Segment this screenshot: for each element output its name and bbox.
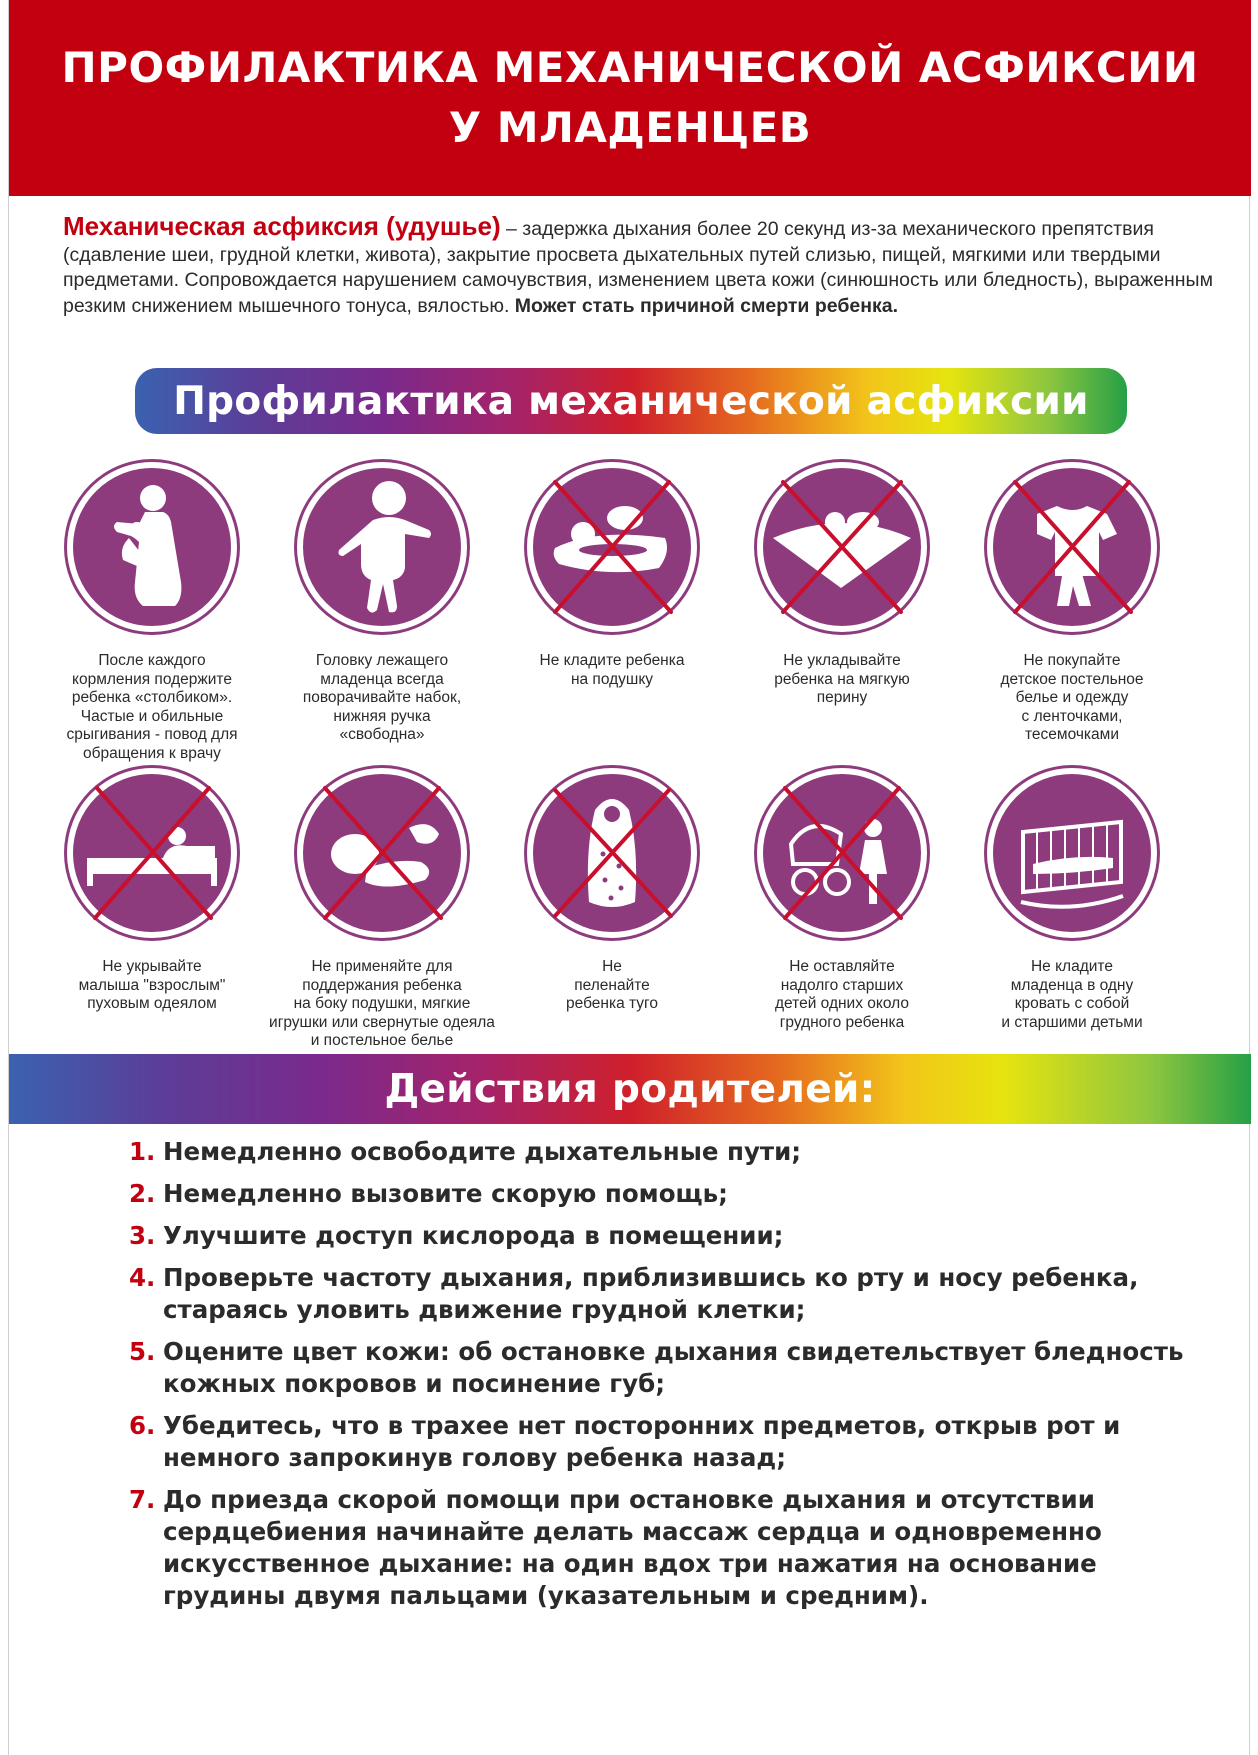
step-text: Проверьте частоту дыхания, приблизившись ко рту и носу ребенка, стараясь уловить движение грудной клетки; bbox=[163, 1263, 1139, 1324]
step-number: 6. bbox=[129, 1411, 156, 1440]
prevention-item-7 bbox=[257, 768, 507, 1051]
prevention-caption: Головку лежащего младенца всегда поворачивайте набок, нижняя ручка «свободна» bbox=[302, 652, 462, 744]
definition-paragraph bbox=[63, 211, 1223, 319]
prevention-item-5 bbox=[947, 462, 1197, 745]
action-step bbox=[129, 1262, 1239, 1326]
prevention-item-9 bbox=[717, 768, 967, 1032]
step-text: Немедленно освободите дыхательные пути; bbox=[163, 1137, 802, 1166]
baby-figure-icon bbox=[297, 462, 467, 632]
actions-heading-banner bbox=[9, 1054, 1251, 1124]
baby-crib-icon bbox=[987, 768, 1157, 938]
prevention-caption: Не пеленайте ребенка туго bbox=[566, 958, 658, 1013]
action-step bbox=[129, 1220, 1239, 1252]
baby-on-feather-bed-icon bbox=[757, 462, 927, 632]
prevention-caption: После каждого кормления подержите ребенка «столбиком». Частые и обильные срыгивания - повод для обращения к врачу bbox=[66, 652, 238, 762]
step-text: До приезда скорой помощи при остановке дыхания и отсутствии сердцебиения начинайте делать массаж сердца и одновременно искусственное дыхание: на один вдох три нажатия на основание грудины двумя пальцами (указательным и средним). bbox=[163, 1485, 1102, 1610]
title-line-2: У МЛАДЕНЦЕВ bbox=[448, 103, 812, 152]
action-step bbox=[129, 1178, 1239, 1210]
prevention-caption: Не кладите младенца в одну кровать с собой и старшими детьми bbox=[1001, 958, 1143, 1031]
title-banner bbox=[9, 0, 1251, 196]
prevention-item-2 bbox=[257, 462, 507, 745]
step-number: 2. bbox=[129, 1179, 156, 1208]
parent-actions-list bbox=[129, 1136, 1239, 1622]
definition-term: Механическая асфиксия (удушье) bbox=[63, 211, 501, 241]
step-text: Улучшите доступ кислорода в помещении; bbox=[163, 1221, 784, 1250]
step-text: Немедленно вызовите скорую помощь; bbox=[163, 1179, 728, 1208]
tightly-swaddled-baby-icon bbox=[527, 768, 697, 938]
definition-warning: Может стать причиной смерти ребенка. bbox=[514, 294, 899, 317]
action-step bbox=[129, 1484, 1239, 1612]
child-with-stroller-icon bbox=[757, 768, 927, 938]
baby-on-pillow-icon bbox=[527, 462, 697, 632]
action-step bbox=[129, 1136, 1239, 1168]
step-number: 1. bbox=[129, 1137, 156, 1166]
prevention-caption: Не кладите ребенка на подушку bbox=[539, 652, 685, 688]
actions-heading: Действия родителей: bbox=[384, 1066, 876, 1112]
prevention-item-6 bbox=[27, 768, 277, 1014]
step-text: Оцените цвет кожи: об остановке дыхания свидетельствует бледность кожных покровов и посинение губ; bbox=[163, 1337, 1184, 1398]
prevention-heading-banner bbox=[135, 368, 1127, 434]
prevention-caption: Не укладывайте ребенка на мягкую перину bbox=[774, 652, 910, 707]
action-step bbox=[129, 1410, 1239, 1474]
step-number: 5. bbox=[129, 1337, 156, 1366]
prevention-caption: Не укрывайте малыша "взрослым" пуховым одеялом bbox=[78, 958, 226, 1013]
prevention-caption: Не покупайте детское постельное белье и одежду с ленточками, тесемочками bbox=[1000, 652, 1144, 744]
baby-with-side-pillow-icon bbox=[297, 768, 467, 938]
prevention-item-3 bbox=[487, 462, 737, 689]
step-text: Убедитесь, что в трахее нет посторонних предметов, открыв рот и немного запрокинув голову ребенка назад; bbox=[163, 1411, 1121, 1472]
prevention-caption: Не применяйте для поддержания ребенка на боку подушки, мягкие игрушки или свернутые одеяла и постельное белье bbox=[269, 958, 495, 1050]
clothes-with-ribbons-icon bbox=[987, 462, 1157, 632]
prevention-heading: Профилактика механической асфиксии bbox=[173, 378, 1089, 424]
poster bbox=[8, 0, 1250, 1755]
action-step bbox=[129, 1336, 1239, 1400]
prevention-item-1 bbox=[27, 462, 277, 764]
parent-holding-baby-upright-icon bbox=[67, 462, 237, 632]
title-line-1: ПРОФИЛАКТИКА МЕХАНИЧЕСКОЙ АСФИКСИИ bbox=[61, 43, 1199, 92]
step-number: 4. bbox=[129, 1263, 156, 1292]
prevention-caption: Не оставляйте надолго старших детей одних около грудного ребенка bbox=[775, 958, 909, 1031]
step-number: 7. bbox=[129, 1485, 156, 1514]
prevention-item-8 bbox=[487, 768, 737, 1014]
baby-under-adult-blanket-icon bbox=[67, 768, 237, 938]
prevention-item-4 bbox=[717, 462, 967, 708]
definition-text: – задержка дыхания более 20 секунд из-за механического препятствия (сдавление шеи, грудной клетки, живота), закрытие просвета дыхательных путей слизью, пищей, мягкими или твердыми предметами. Сопровождается нарушением самочувствия, изменением цвета кожи (синюшность или бледность), выраженным резким снижением мышечного тонуса, вялостью. bbox=[63, 218, 1213, 317]
prevention-item-10 bbox=[947, 768, 1197, 1032]
step-number: 3. bbox=[129, 1221, 156, 1250]
